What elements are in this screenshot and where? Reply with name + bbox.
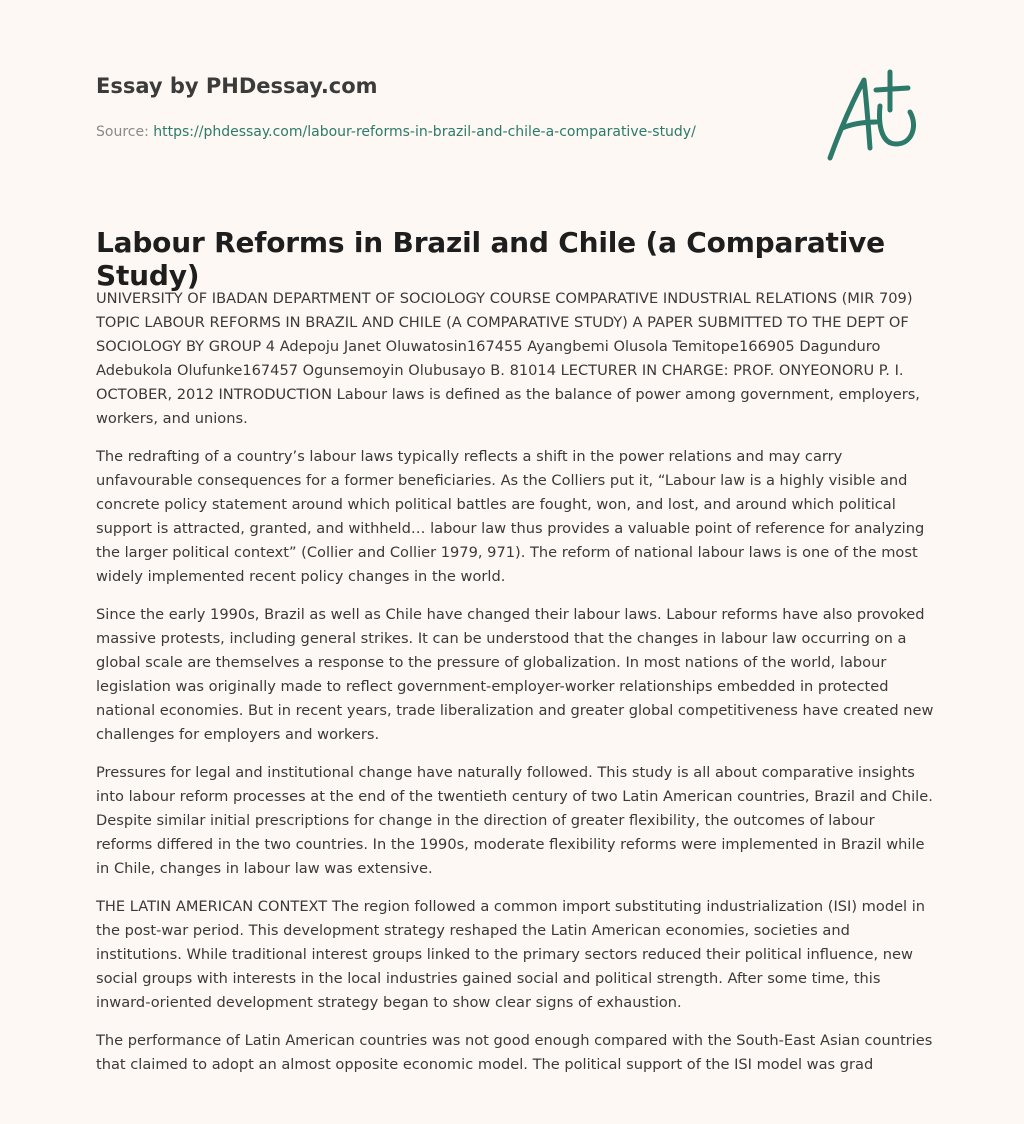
essay-paragraph: UNIVERSITY OF IBADAN DEPARTMENT OF SOCIOLOGY COURSE COMPARATIVE INDUSTRIAL RELATIONS (MIR 709) TOPIC LABOUR REFORMS IN BRAZIL AND CHILE (A COMPARATIVE STUDY) A PAPER SUBMITTED TO THE DEPT OF SOCIOLOGY BY GROUP 4 Adepoju Janet Oluwatosin167455 Ayangbemi Olusola Temitope166905 Dagunduro Adebukola Olufunke167457 Ogunsemoyin Olubusayo B. 81014 LECTURER IN CHARGE: PROF. ONYEONORU P. I. OCTOBER, 2012 INTRODUCTION Labour laws is defined as the balance of power among government, employers, workers, and unions. (96, 290, 920, 427)
essay-paragraph: Since the early 1990s, Brazil as well as Chile have changed their labour laws. Labour reforms have also provoked massive protests, including general strikes. It can be understood that the changes in labour law occurring on a global scale are themselves a response to the pressure of globalization. In most nations of the world, labour legislation was originally made to reflect government-employer-worker relationships embedded in protected national economies. But in recent years, trade liberalization and greater global competitiveness have created new challenges for employers and workers. (96, 606, 934, 743)
source-link[interactable]: https://phdessay.com/labour-reforms-in-brazil-and-chile-a-comparative-study/ (153, 124, 696, 140)
a-plus-logo-icon (820, 66, 930, 166)
essay-title: Labour Reforms in Brazil and Chile (a Comparative Study) (96, 226, 885, 292)
essay-body (96, 287, 934, 1091)
source-line (96, 124, 696, 140)
source-label: Source: (96, 124, 154, 140)
essay-paragraph: THE LATIN AMERICAN CONTEXT The region followed a common import substituting industrialization (ISI) model in the post-war period. This development strategy reshaped the Latin American economies, societies and institutions. While traditional interest groups linked to the primary sectors reduced their political influence, new social groups with interests in the local industries gained social and political strength. After some time, this inward-oriented development strategy began to show clear signs of exhaustion. (96, 898, 926, 1011)
essay-paragraph: The redrafting of a country’s labour laws typically reflects a shift in the power relations and may carry unfavourable consequences for a former beneficiaries. As the Colliers put it, “Labour law is a highly visible and concrete policy statement around which political battles are fought, won, and lost, and around which political support is attracted, granted, and withheld… labour law thus provides a valuable point of reference for analyzing the larger political context” (Collier and Collier 1979, 971). The reform of national labour laws is one of the most widely implemented recent policy changes in the world. (96, 448, 925, 585)
site-title: Essay by PHDessay.com (96, 74, 378, 98)
essay-paragraph: Pressures for legal and institutional change have naturally followed. This study is all about comparative insights into labour reform processes at the end of the twentieth century of two Latin American countries, Brazil and Chile. Despite similar initial prescriptions for change in the direction of greater flexibility, the outcomes of labour reforms differed in the two countries. In the 1990s, moderate flexibility reforms were implemented in Brazil while in Chile, changes in labour law was extensive. (96, 764, 933, 877)
essay-paragraph: The performance of Latin American countries was not good enough compared with the South-East Asian countries that claimed to adopt an almost opposite economic model. The political support of the ISI model was grad (96, 1032, 933, 1073)
